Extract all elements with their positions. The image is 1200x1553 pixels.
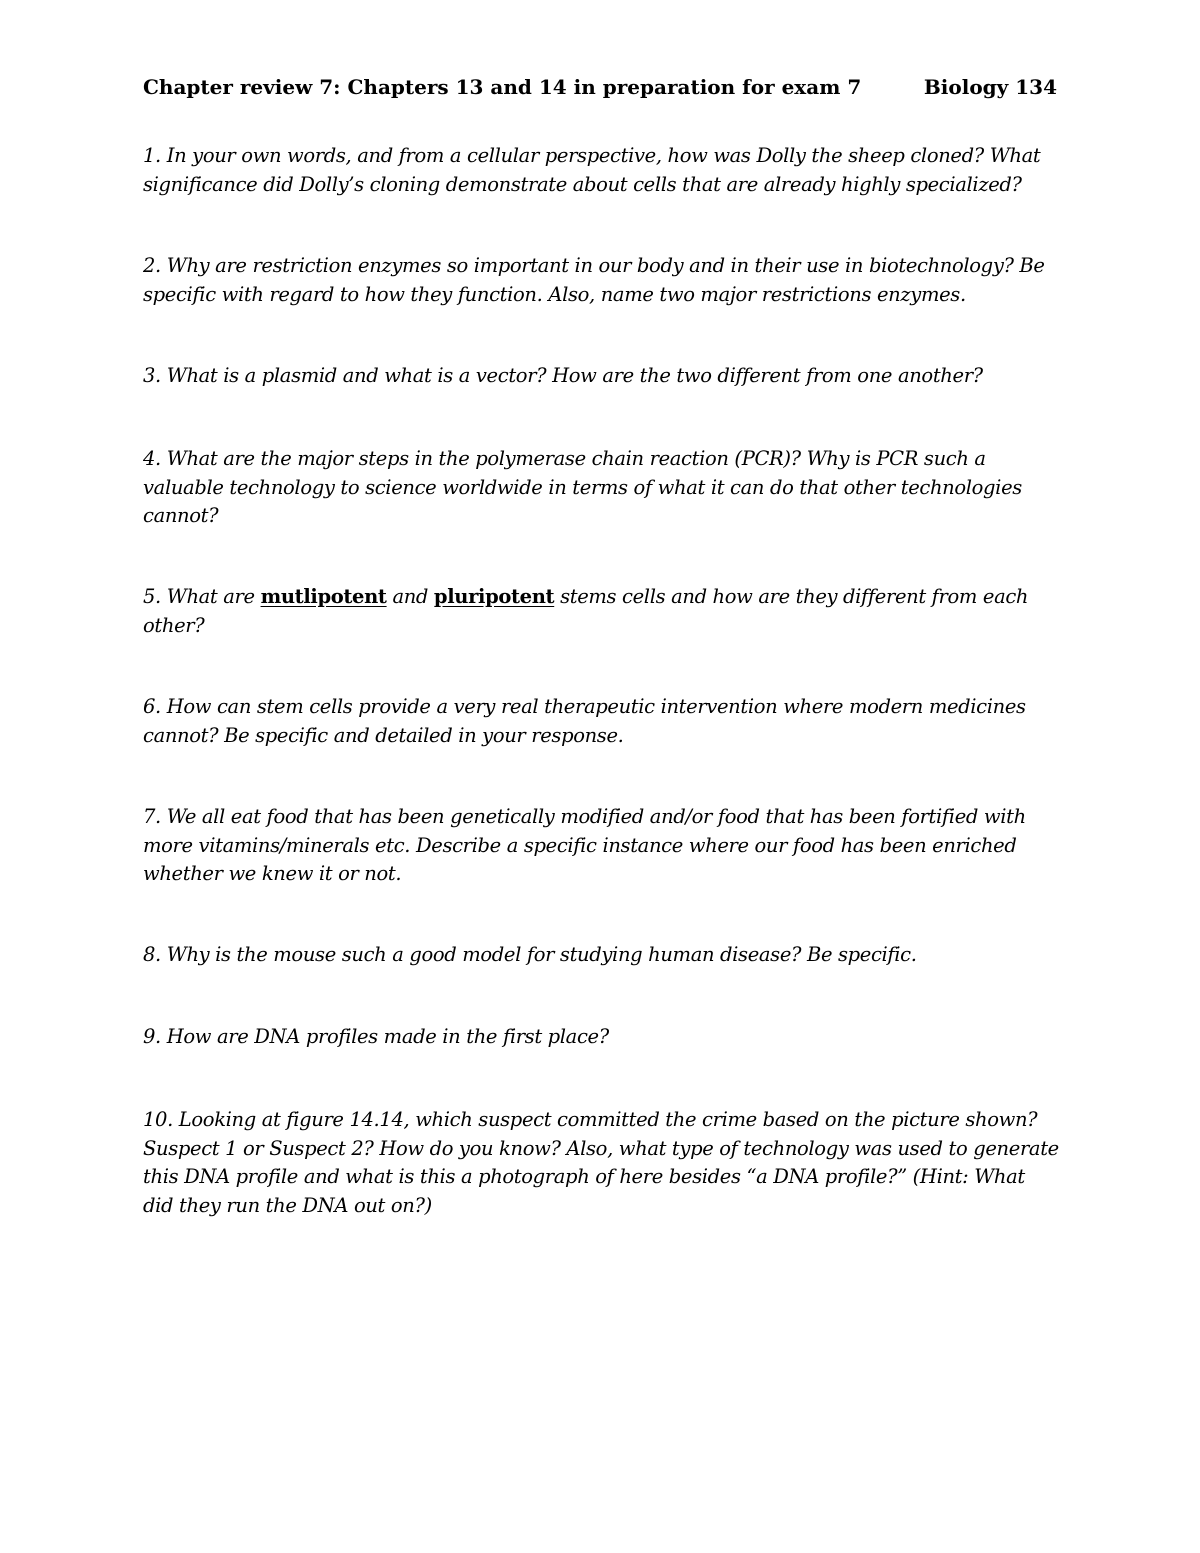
question-line: other? [143, 613, 205, 637]
question-6 [143, 693, 1068, 750]
question-text: stems cells and how are they different from each [554, 585, 1029, 608]
question-line: cannot? Be specific and detailed in your response. [143, 723, 624, 747]
question-line: 3. What is a plasmid and what is a vector? How are the two different from one another? [143, 364, 983, 387]
question-7 [143, 803, 1068, 889]
question-line: whether we knew it or not. [143, 862, 402, 885]
course-name: Biology 134 [923, 75, 1057, 99]
question-text: and [386, 585, 434, 608]
question-line: more vitamins/minerals etc. Describe a specific instance where our food has been enriched [143, 833, 1017, 857]
term-pluripotent: pluripotent [433, 585, 555, 608]
question-text: 5. What are [143, 585, 261, 608]
question-9 [143, 1023, 1068, 1052]
question-line: 10. Looking at figure 14.14, which suspect committed the crime based on the picture shown? [143, 1108, 1038, 1131]
question-line: 7. We all eat food that has been genetically modified and/or food that has been fortified with [143, 805, 1026, 828]
question-line: this DNA profile and what is this a photograph of here besides “a DNA profile?” (Hint: What [143, 1165, 1025, 1188]
question-line: 2. Why are restriction enzymes so important in our body and in their use in biotechnology? Be [143, 254, 1045, 277]
question-line: 1. In your own words, and from a cellular perspective, how was Dolly the sheep cloned? What [143, 144, 1041, 167]
question-10 [143, 1106, 1068, 1220]
question-3 [143, 362, 1068, 391]
question-line: Suspect 1 or Suspect 2? How do you know? Also, what type of technology was used to generate [143, 1136, 1059, 1160]
question-line: cannot? [143, 504, 219, 527]
term-multipotent: mutlipotent [260, 585, 387, 608]
question-line: 9. How are DNA profiles made in the first place? [143, 1025, 609, 1048]
question-line: significance did Dolly’s cloning demonstrate about cells that are already highly specialized? [143, 172, 1022, 196]
question-4 [143, 445, 1068, 531]
question-line: 8. Why is the mouse such a good model for studying human disease? Be specific. [143, 943, 917, 966]
question-line: 4. What are the major steps in the polymerase chain reaction (PCR)? Why is PCR such a [143, 447, 986, 470]
question-5 [143, 583, 1068, 640]
question-8 [143, 941, 1068, 970]
question-line [143, 583, 1068, 612]
question-line: 6. How can stem cells provide a very real therapeutic intervention where modern medicines [143, 695, 1026, 718]
question-2 [143, 252, 1068, 309]
question-1 [143, 142, 1068, 199]
question-line: valuable technology to science worldwide in terms of what it can do that other technologies [143, 475, 1022, 499]
document-title: Chapter review 7: Chapters 13 and 14 in preparation for exam 7 [143, 75, 862, 99]
question-line: did they run the DNA out on?) [143, 1193, 432, 1217]
question-line: specific with regard to how they function. Also, name two major restrictions enzymes. [143, 282, 966, 306]
